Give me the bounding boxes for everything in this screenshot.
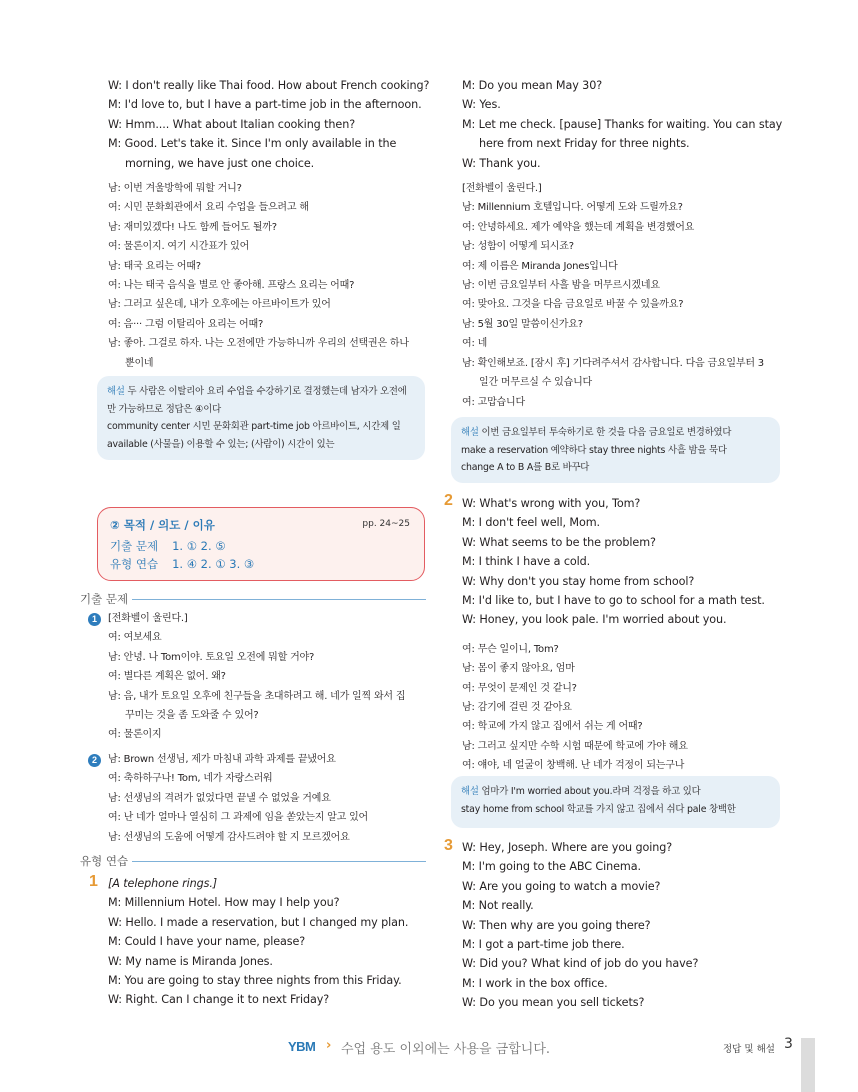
korean-line: 남: 성함이 어떻게 되시죠? xyxy=(462,241,574,253)
section-divider xyxy=(132,861,426,862)
korean-line: 남: 좋아. 그걸로 하자. 나는 오전에만 가능하니까 우리의 선택권은 하나 xyxy=(108,338,409,350)
dialogue-line: M: Millennium Hotel. How may I help you? xyxy=(108,896,340,910)
korean-line: 남: 확인해보죠. [잠시 후] 기다려주셔서 감사합니다. 다음 금요일부터 3 xyxy=(462,357,764,369)
explanation-line: 해설 이번 금요일부터 투숙하기로 한 것을 다음 금요일로 변경하였다 xyxy=(461,427,732,438)
dialogue-line: M: Not really. xyxy=(462,899,534,913)
dialogue-line: W: Are you going to watch a movie? xyxy=(462,879,661,893)
dialogue-line: W: Why don't you stay home from school? xyxy=(462,574,695,588)
korean-line: 뿐이네 xyxy=(125,357,154,369)
korean-line: 여: 여보세요 xyxy=(108,632,162,644)
dialogue-line: M: I'm going to the ABC Cinema. xyxy=(462,860,641,874)
explanation-line: make a reservation 예약하다 stay three nights 사흘 밤을 묵다 xyxy=(461,444,727,456)
korean-line: 남: 재미있겠다! 나도 함께 들어도 될까? xyxy=(108,221,277,233)
dialogue-line: W: Do you mean you sell tickets? xyxy=(462,996,645,1010)
korean-line: 여: 물론이지 xyxy=(108,729,162,741)
korean-line: 남: 선생님의 도움에 어떻게 감사드려야 할 지 모르겠어요 xyxy=(108,831,350,843)
topic-row-practice xyxy=(110,556,254,572)
explanation-line: community center 시민 문화회관 part-time job 아르바이트, 시간제 일 xyxy=(107,421,401,432)
korean-line: 여: 네 xyxy=(462,338,488,350)
dialogue-line: W: Did you? What kind of job do you have? xyxy=(462,957,699,971)
dialogue-line: W: I don't really like Thai food. How about French cooking? xyxy=(108,79,430,92)
korean-line: 남: 음, 내가 토요일 오후에 친구들을 초대하려고 해. 네가 일찍 와서 집 xyxy=(108,690,406,702)
dialogue-line: M: Do you mean May 30? xyxy=(462,79,603,92)
dialogue-line: M: I got a part-time job there. xyxy=(462,938,625,952)
dialogue-line: M: You are going to stay three nights from this Friday. xyxy=(108,974,402,988)
dialogue-line: W: Honey, you look pale. I'm worried about you. xyxy=(462,613,727,627)
dialogue-line: W: Right. Can I change it to next Friday? xyxy=(108,993,330,1007)
section-divider xyxy=(132,599,426,600)
dialogue-line: here from next Friday for three nights. xyxy=(479,137,690,151)
chevron-right-icon: › xyxy=(326,1038,332,1053)
usage-notice: 수업 용도 이외에는 사용을 금합니다. xyxy=(341,1042,551,1057)
korean-line: 남: 태국 요리는 어때? xyxy=(108,260,201,272)
answer-summary-box xyxy=(97,507,425,581)
korean-line: 여: 물론이지. 여기 시간표가 있어 xyxy=(108,241,250,253)
korean-line: 남: 몸이 좋지 않아요, 엄마 xyxy=(462,663,575,675)
practice-q3 xyxy=(462,838,782,1013)
korean-line: 남: 감기에 걸린 것 같아요 xyxy=(462,702,572,714)
explanation-line: change A to B A를 B로 바꾸다 xyxy=(461,462,590,473)
explanation-box xyxy=(451,776,780,828)
dialogue-line: M: I'd like to, but I have to go to school for a math test. xyxy=(462,594,765,608)
korean-line: [전화벨이 울린다.] xyxy=(462,183,542,195)
page-number: 3 xyxy=(784,1036,793,1052)
footer-section-label: 정답 및 해설 xyxy=(723,1044,775,1055)
korean-line: 일간 머무르실 수 있습니다 xyxy=(479,377,592,389)
korean-line: 여: 별다른 계획은 없어. 왜? xyxy=(108,671,226,683)
past-q2 xyxy=(108,750,428,847)
topic-row-values: 1. ① 2. ⑤ xyxy=(172,539,226,553)
explanation-line: 해설 두 사람은 이탈리아 요리 수업을 수강하기로 결정했는데 남자가 오전에 xyxy=(107,386,407,397)
page-edge-bar xyxy=(801,1038,815,1092)
dialogue-line: W: Yes. xyxy=(462,98,501,112)
korean-line: 여: 난 네가 얼마나 열심히 그 과제에 임을 쏟았는지 알고 있어 xyxy=(108,812,368,824)
korean-line: 남: 그러고 싶지만 수학 시험 때문에 학교에 가야 해요 xyxy=(462,740,688,752)
section-heading: 유형 연습 xyxy=(80,854,129,868)
explanation-line: available (사물을) 이용할 수 있는; (사람이) 시간이 있는 xyxy=(107,438,335,450)
dialogue-line: W: What's wrong with you, Tom? xyxy=(462,497,641,510)
dialogue-line: W: Then why are you going there? xyxy=(462,918,651,932)
topic-row-label: 유형 연습 xyxy=(110,557,159,571)
practice-q2 xyxy=(462,494,782,776)
korean-line: 남: 이번 겨울방학에 뭐할 거니? xyxy=(108,183,242,195)
dialogue-line: M: Good. Let's take it. Since I'm only available in the xyxy=(108,137,397,151)
korean-line: 남: Brown 선생님, 제가 마침내 과학 과제를 끝냈어요 xyxy=(108,754,336,765)
dialogue-line: M: I'd love to, but I have a part-time job in the afternoon. xyxy=(108,98,422,112)
topic-title: ② 목적 / 의도 / 이유 xyxy=(110,518,215,532)
dialogue-line: W: Hey, Joseph. Where are you going? xyxy=(462,841,673,854)
korean-line: 여: 무엇이 문제인 것 같니? xyxy=(462,682,577,694)
question-number-2: 2 xyxy=(444,492,453,509)
dialogue-line: M: Could I have your name, please? xyxy=(108,935,306,949)
practice-q1 xyxy=(108,874,428,1010)
korean-line: 여: 시민 문화회관에서 요리 수업을 들으려고 해 xyxy=(108,202,309,214)
korean-line: 남: 그러고 싶은데, 내가 오후에는 아르바이트가 있어 xyxy=(108,299,331,311)
dialogue-line: W: Thank you. xyxy=(462,156,541,170)
korean-line: 남: 안녕. 나 Tom이야. 토요일 오전에 뭐할 거야? xyxy=(108,651,315,663)
korean-line: 여: 고맙습니다 xyxy=(462,396,525,408)
dialogue-line: W: My name is Miranda Jones. xyxy=(108,954,273,968)
korean-line: 여: 학교에 가지 않고 집에서 쉬는 게 어때? xyxy=(462,721,643,733)
korean-line: 여: 나는 태국 음식을 별로 안 좋아해. 프랑스 요리는 어때? xyxy=(108,280,355,292)
korean-line: 여: 무슨 일이니, Tom? xyxy=(462,643,559,655)
dialogue-line: W: Hmm.... What about Italian cooking then? xyxy=(108,117,356,131)
question-number-1: 1 xyxy=(89,873,98,890)
korean-line: 여: 얘야, 네 얼굴이 창백해. 난 네가 걱정이 되는구나 xyxy=(462,760,685,772)
topic-row-past xyxy=(110,538,226,554)
brand-logo: YBM xyxy=(288,1039,316,1054)
explanation-box xyxy=(451,417,780,483)
korean-line: 여: 음··· 그럼 이탈리아 요리는 어때? xyxy=(108,318,264,330)
korean-line: 여: 맞아요. 그것을 다음 금요일로 바꿀 수 있을까요? xyxy=(462,299,684,311)
explanation-line: 만 가능하므로 정답은 ④이다 xyxy=(107,403,221,415)
question-number-3: 3 xyxy=(444,837,453,854)
korean-line: 남: 선생님의 격려가 없었다면 끝낼 수 없었을 거예요 xyxy=(108,792,331,804)
section-heading: 기출 문제 xyxy=(80,592,129,606)
right-column xyxy=(462,76,782,412)
dialogue-line: W: Hello. I made a reservation, but I changed my plan. xyxy=(108,915,409,929)
korean-line: 꾸미는 것을 좀 도와줄 수 있어? xyxy=(125,710,259,722)
question-number-2: 2 xyxy=(88,754,101,767)
explanation-line: stay home from school 학교를 가지 않고 집에서 쉬다 pale 창백한 xyxy=(461,803,736,815)
korean-line: [전화벨이 울린다.] xyxy=(108,613,188,624)
dialogue-line: M: Let me check. [pause] Thanks for waiting. You can stay xyxy=(462,117,783,131)
past-q1 xyxy=(108,609,428,745)
left-column xyxy=(108,76,428,373)
question-number-1: 1 xyxy=(88,613,101,626)
dialogue-line: [A telephone rings.] xyxy=(108,877,218,890)
korean-line: 여: 안녕하세요. 제가 예약을 했는데 계획을 변경했어요 xyxy=(462,221,695,233)
korean-line: 남: 이번 금요일부터 사흘 밤을 머무르시겠네요 xyxy=(462,280,660,292)
dialogue-line: M: I think I have a cold. xyxy=(462,555,591,569)
korean-line: 여: 제 이름은 Miranda Jones입니다 xyxy=(462,260,618,272)
explanation-line: 해설 엄마가 I'm worried about you.라며 걱정을 하고 있다 xyxy=(461,786,701,797)
explanation-box xyxy=(97,376,425,460)
dialogue-line: W: What seems to be the problem? xyxy=(462,535,656,549)
dialogue-line: morning, we have just one choice. xyxy=(125,156,315,170)
topic-pages: pp. 24~25 xyxy=(362,519,410,529)
dialogue-line: M: I work in the box office. xyxy=(462,976,608,990)
dialogue-line: M: I don't feel well, Mom. xyxy=(462,516,600,530)
korean-line: 남: Millennium 호텔입니다. 어떻게 도와 드릴까요? xyxy=(462,202,683,214)
topic-row-label: 기출 문제 xyxy=(110,539,159,553)
korean-line: 남: 5월 30일 말씀이신가요? xyxy=(462,318,583,330)
topic-row-values: 1. ④ 2. ① 3. ③ xyxy=(172,557,255,571)
korean-line: 여: 축하하구나! Tom, 네가 자랑스러워 xyxy=(108,773,273,785)
